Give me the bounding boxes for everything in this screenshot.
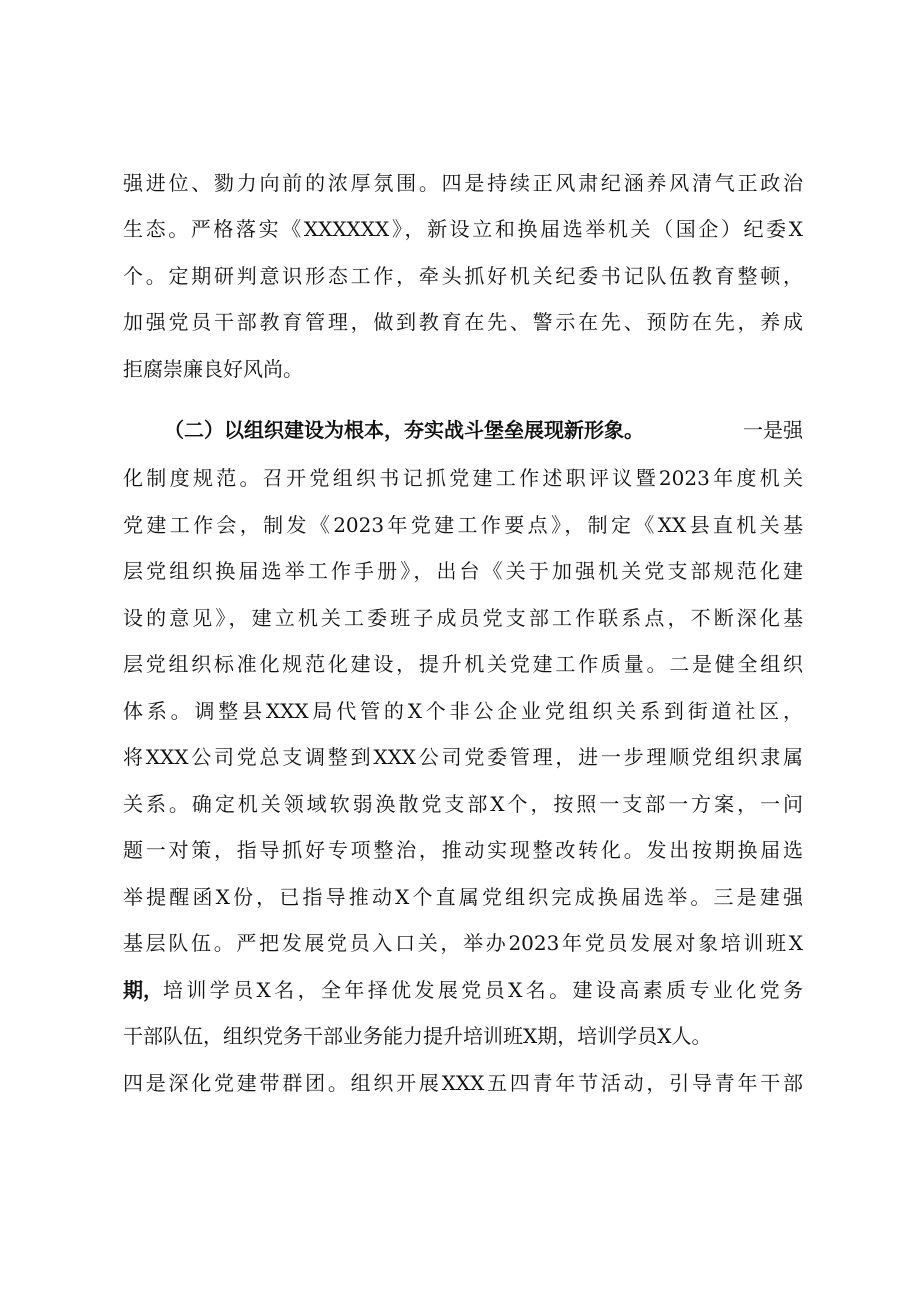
text-line-15: 题一对策，指导抓好专项整治，推动实现整改转化。发出按期换届选 [123, 838, 803, 862]
text-line-5: 拒腐崇廉良好风尚。 [123, 357, 303, 381]
text-line-2: 生态。严格落实《XXXXXX》，新设立和换届选举机关（国企）纪委X [123, 217, 803, 241]
text-line-1: 强进位、勠力向前的浓厚氛围。四是持续正风肃纪涵养风清气正政治 [123, 171, 803, 195]
text-line-4: 加强党员干部教育管理，做到教育在先、警示在先、预防在先，养成 [123, 310, 803, 334]
text-line-16: 举提醒函X份，已指导推动X个直属党组织完成换届选举。三是建强 [123, 885, 803, 909]
text-line-12: 体系。调整县XXX局代管的X个非公企业党组织关系到街道社区， [123, 699, 803, 723]
text-line-14: 关系。确定机关领域软弱涣散党支部X个，按照一支部一方案，一问 [123, 792, 803, 816]
text-line-20: 四是深化党建带群团。组织开展XXX五四青年节活动，引导青年干部 [123, 1071, 803, 1095]
text-line-17: 基层队伍。严把发展党员入口关，举办2023年党员发展对象培训班X [123, 931, 803, 955]
text-line-19: 干部队伍，组织党务干部业务能力提升培训班X期，培训学员X人。 [123, 1024, 712, 1048]
text-line-11: 层党组织标准化规范化建设，提升机关党建工作质量。二是健全组织 [123, 652, 803, 676]
text-line-9: 层党组织换届选举工作手册》，出台《关于加强机关党支部规范化建 [123, 559, 803, 583]
text-line-3: 个。定期研判意识形态工作，牵头抓好机关纪委书记队伍教育整顿， [123, 264, 803, 288]
text-line-7: 化制度规范。召开党组织书记抓党建工作述职评议暨2023年度机关 [123, 466, 803, 490]
section-heading: （二）以组织建设为根本，夯实战斗堡垒展现新形象。 [164, 418, 644, 442]
text-line-18 [123, 970, 803, 1010]
text-line-10: 设的意见》，建立机关工委班子成员党支部工作联系点，不断深化基 [123, 606, 803, 630]
section-heading-continuation: 一是强 [743, 418, 803, 442]
text-line-13: 将XXX公司党总支调整到XXX公司党委管理，进一步理顺党组织隶属 [123, 745, 803, 769]
text-line-18-rest: 培训学员X名，全年择优发展党员X名。建设高素质专业化党务 [163, 978, 803, 1002]
section-heading-line [164, 410, 803, 450]
text-line-8: 党建工作会，制发《2023年党建工作要点》，制定《XX县直机关基 [123, 513, 803, 537]
bold-fragment: 期， [123, 978, 163, 1002]
